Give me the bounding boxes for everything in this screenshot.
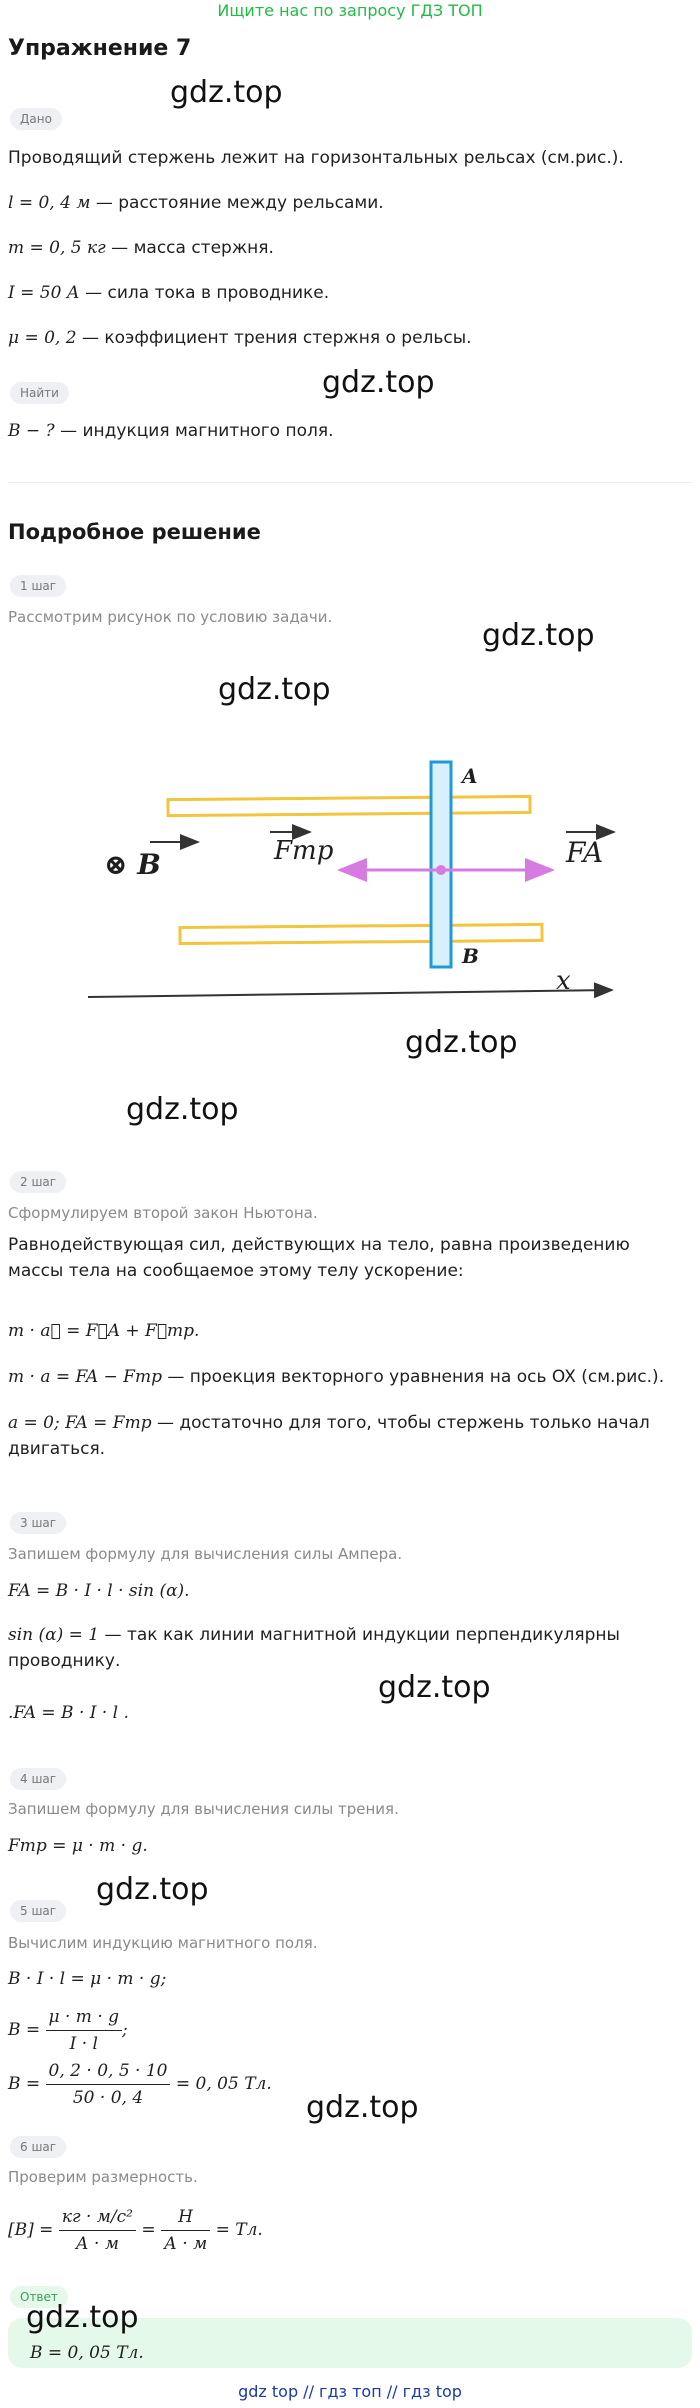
label-A: A xyxy=(462,764,478,788)
watermark: gdz.top xyxy=(126,1092,239,1127)
given-badge: Дано xyxy=(10,108,62,130)
rail-bottom xyxy=(180,924,542,943)
step-1-badge: 1 шаг xyxy=(10,575,66,597)
x-axis xyxy=(88,990,612,997)
step-4-caption: Запишем формулу для вычисления силы трения. xyxy=(8,1800,399,1818)
watermark: gdz.top xyxy=(306,2090,419,2125)
footer-links[interactable]: gdz top // гдз топ // гдз top xyxy=(238,2382,462,2401)
top-banner[interactable]: Ищите нас по запросу ГДЗ ТОП xyxy=(217,1,483,20)
step-2-caption: Сформулируем второй закон Ньютона. xyxy=(8,1204,318,1222)
rail-top xyxy=(168,796,530,815)
given-current: I = 50 А — сила тока в проводнике. xyxy=(8,283,330,303)
given-mass: m = 0, 5 кг — масса стержня. xyxy=(8,238,274,258)
watermark: gdz.top xyxy=(405,1025,518,1060)
step-4-eq1: Fтр = μ · m · g. xyxy=(8,1836,148,1856)
step-5-badge: 5 шаг xyxy=(10,1900,66,1922)
step-4-badge: 4 шаг xyxy=(10,1768,66,1790)
step-6-badge: 6 шаг xyxy=(10,2136,66,2158)
step-5-eq1: B · I · l = μ · m · g; xyxy=(8,1969,167,1989)
step-6-caption: Проверим размерность. xyxy=(8,2168,198,2186)
watermark: gdz.top xyxy=(170,75,283,110)
answer-value: B = 0, 05 Тл. xyxy=(30,2343,144,2363)
find-line: B − ? — индукция магнитного поля. xyxy=(8,421,334,441)
label-B-field: ⊗ B xyxy=(104,848,161,881)
given-friction: μ = 0, 2 — коэффициент трения стержня о рельсы. xyxy=(8,328,472,348)
step-1-caption: Рассмотрим рисунок по условию задачи. xyxy=(8,608,333,626)
divider xyxy=(8,482,692,483)
watermark: gdz.top xyxy=(322,365,435,400)
watermark: gdz.top xyxy=(26,2300,139,2335)
label-x: x xyxy=(556,966,571,996)
step-5-eq2: B = $\frac{\mu \cdot m \cdot g}{I \cdot l}$ ; xyxy=(8,2004,128,2057)
step-6-eq: [B] = $\frac{\text{кг · м/с²}}{А \cdot м}$ = $\frac{Н}{А \cdot м}$ = Тл. xyxy=(8,2204,263,2257)
step-3-eq1: FA = B · I · l · sin (α). xyxy=(8,1581,190,1601)
step-2-text: Равнодействующая сил, действующих на тело, равна произведению массы тела на сообщаемое этому телу ускорение: xyxy=(8,1235,630,1281)
force-origin-dot xyxy=(436,865,446,875)
solution-title: Подробное решение xyxy=(8,520,261,544)
label-F-ampere: FA xyxy=(566,836,604,869)
step-2-eq3: a = 0; FA = Fтр — достаточно для того, чтобы стержень только начал двигаться. xyxy=(8,1413,650,1459)
step-3-eq2: sin (α) = 1 — так как линии магнитной индукции перпендикулярны проводнику. xyxy=(8,1625,620,1671)
step-3-eq3: .FA = B · I · l . xyxy=(8,1703,129,1723)
step-2-eq1: m · a⃗ = F⃗A + F⃗тр. xyxy=(8,1321,200,1341)
step-2-eq2: m · a = FA − Fтр — проекция векторного уравнения на ось OX (см.рис.). xyxy=(8,1367,665,1387)
find-badge: Найти xyxy=(10,382,69,404)
watermark: gdz.top xyxy=(96,1872,209,1907)
label-F-friction: Fтр xyxy=(274,836,334,866)
exercise-title: Упражнение 7 xyxy=(8,36,192,61)
step-3-badge: 3 шаг xyxy=(10,1512,66,1534)
step-5-caption: Вычислим индукцию магнитного поля. xyxy=(8,1934,318,1952)
step-5-eq3: B = $\frac{0, 2 \cdot 0, 5 \cdot 10}{50 \cdot 0, 4}$ = 0, 05 Тл. xyxy=(8,2058,272,2111)
watermark: gdz.top xyxy=(378,1670,491,1705)
label-B-rod: B xyxy=(462,944,479,968)
given-intro: Проводящий стержень лежит на горизонтальных рельсах (см.рис.). xyxy=(8,148,624,168)
watermark: gdz.top xyxy=(218,672,331,707)
step-2-badge: 2 шаг xyxy=(10,1171,66,1193)
answer-badge: Ответ xyxy=(10,2286,68,2308)
watermark: gdz.top xyxy=(482,618,595,653)
rod xyxy=(431,762,451,967)
step-3-caption: Запишем формулу для вычисления силы Ампера. xyxy=(8,1545,403,1563)
given-length: l = 0, 4 м — расстояние между рельсами. xyxy=(8,193,384,213)
